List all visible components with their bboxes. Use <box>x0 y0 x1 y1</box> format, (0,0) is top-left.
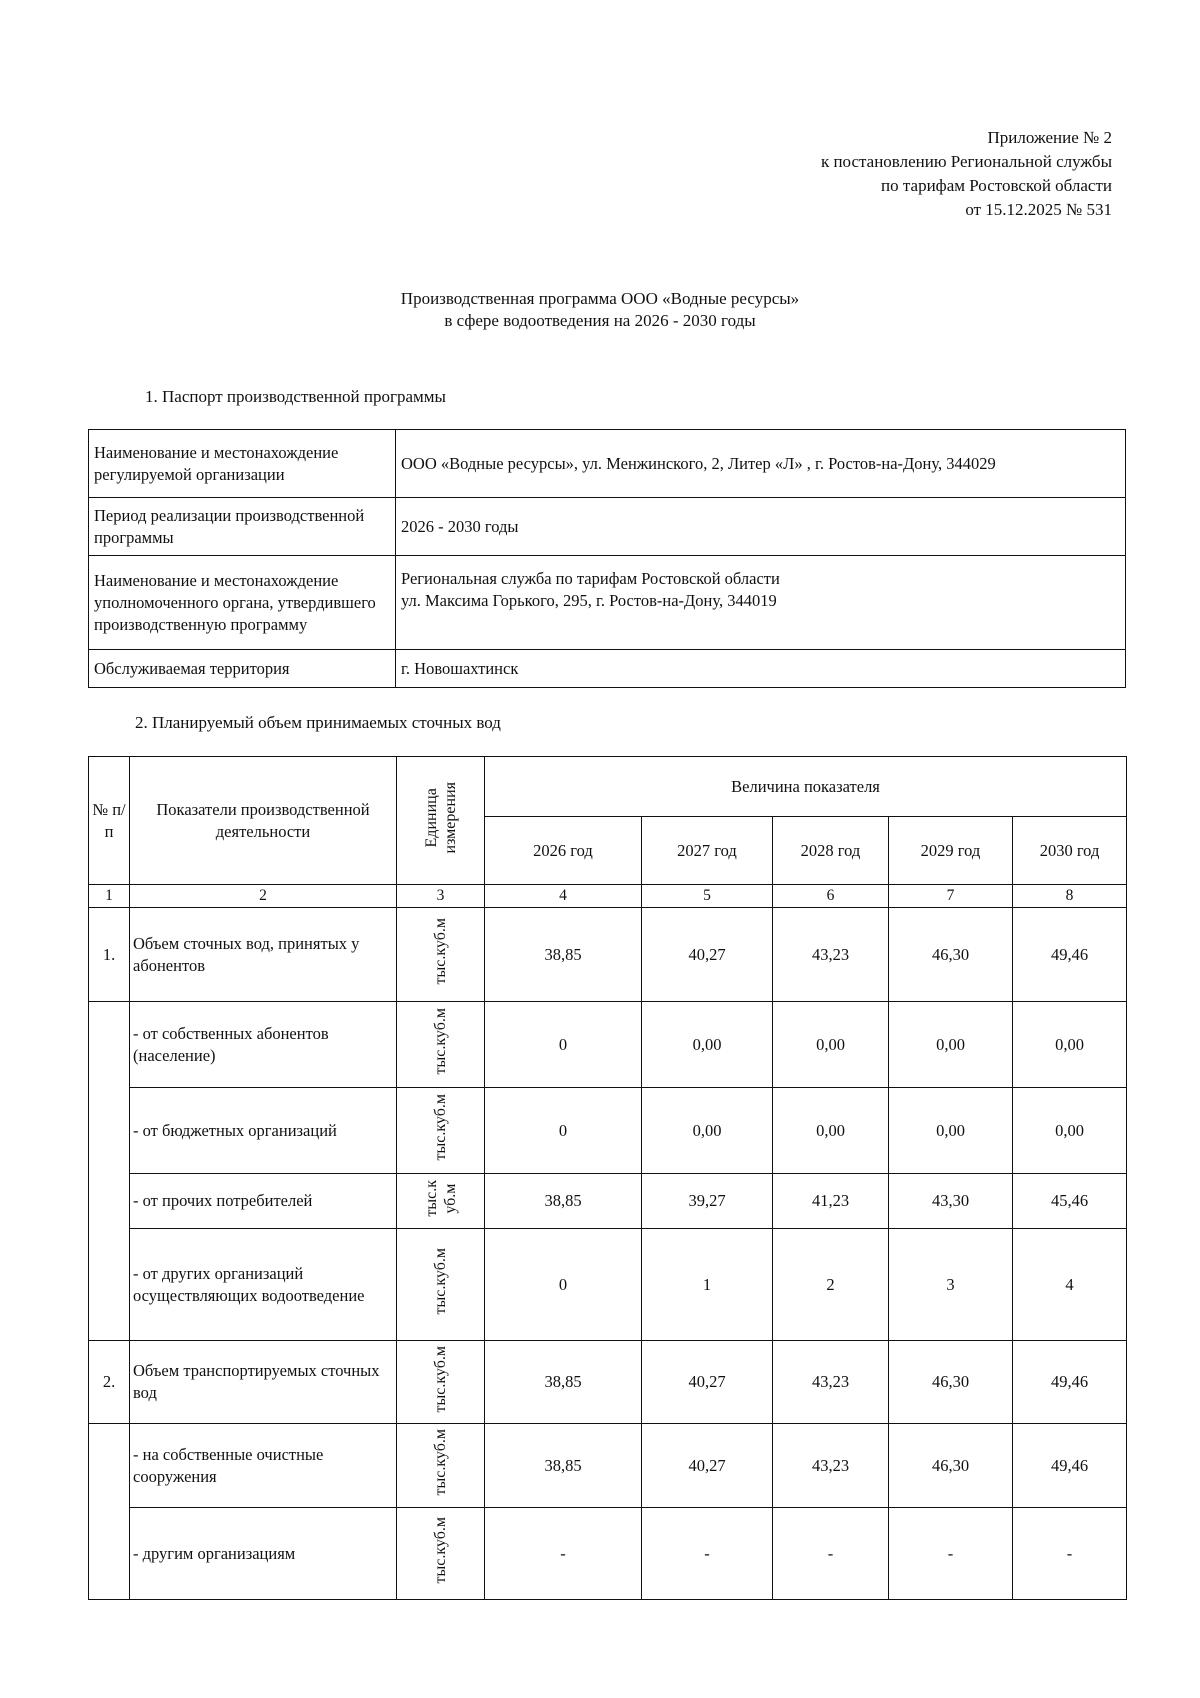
row-unit-line: уб.м <box>441 1182 459 1214</box>
row-number <box>89 1424 130 1600</box>
passport-row <box>89 650 1126 688</box>
passport-value <box>396 556 1126 650</box>
row-indicator: - от собственных абонентов (население) <box>130 1002 397 1088</box>
passport-row <box>89 556 1126 650</box>
row-unit <box>397 1229 485 1341</box>
table-row <box>89 1424 1127 1508</box>
row-unit-text: тыс.куб.м <box>432 1429 449 1496</box>
column-number: 3 <box>397 885 485 908</box>
section-1-heading: 1. Паспорт производственной программы <box>145 387 446 406</box>
row-value: 40,27 <box>642 908 773 1002</box>
row-value: 46,30 <box>889 1424 1013 1508</box>
col-header-year: 2029 год <box>889 817 1013 885</box>
row-value: - <box>889 1508 1013 1600</box>
passport-value: г. Новошахтинск <box>396 650 1126 688</box>
passport-value-line: ул. Максима Горького, 295, г. Ростов-на-Дону, 344019 <box>401 591 777 610</box>
table-row <box>89 908 1127 1002</box>
unit-header-line: Единица <box>422 787 440 848</box>
row-value: 43,23 <box>773 1341 889 1424</box>
row-unit <box>397 908 485 1002</box>
section-2-heading: 2. Планируемый объем принимаемых сточных вод <box>135 713 501 732</box>
row-number: 2. <box>89 1341 130 1424</box>
row-value: 38,85 <box>485 1424 642 1508</box>
row-value: 43,23 <box>773 1424 889 1508</box>
row-unit <box>397 1002 485 1088</box>
row-unit-text: тыс.куб.м <box>432 1517 449 1584</box>
row-indicator: - от прочих потребителей <box>130 1174 397 1229</box>
appendix-line: Приложение № 2 <box>987 128 1112 147</box>
row-value: 49,46 <box>1013 908 1127 1002</box>
passport-label: Наименование и местонахождение регулируемой организации <box>89 430 396 498</box>
row-unit-text: тыс.куб.м <box>432 918 449 985</box>
row-unit <box>397 1174 485 1229</box>
row-value: - <box>642 1508 773 1600</box>
row-number: 1. <box>89 908 130 1002</box>
row-value: 0,00 <box>642 1002 773 1088</box>
row-value: - <box>485 1508 642 1600</box>
passport-table <box>88 429 1126 688</box>
passport-row <box>89 498 1126 556</box>
col-header-indicator: Показатели производственной деятельности <box>130 757 397 885</box>
row-unit <box>397 1424 485 1508</box>
col-header-year: 2026 год <box>485 817 642 885</box>
row-indicator: - другим организациям <box>130 1508 397 1600</box>
row-unit <box>397 1341 485 1424</box>
row-value: 49,46 <box>1013 1424 1127 1508</box>
row-value: 40,27 <box>642 1341 773 1424</box>
row-value: 3 <box>889 1229 1013 1341</box>
row-value: 4 <box>1013 1229 1127 1341</box>
passport-value: 2026 - 2030 годы <box>396 498 1126 556</box>
row-value: 0 <box>485 1229 642 1341</box>
row-unit <box>397 1508 485 1600</box>
table-row <box>89 1508 1127 1600</box>
col-header-year: 2028 год <box>773 817 889 885</box>
row-value: 46,30 <box>889 1341 1013 1424</box>
passport-row <box>89 430 1126 498</box>
column-number: 2 <box>130 885 397 908</box>
row-value: 45,46 <box>1013 1174 1127 1229</box>
row-value: 1 <box>642 1229 773 1341</box>
row-value: 0,00 <box>773 1002 889 1088</box>
unit-header-text <box>422 782 460 853</box>
table-row <box>89 1229 1127 1341</box>
volume-table <box>88 756 1127 1600</box>
row-value: 41,23 <box>773 1174 889 1229</box>
row-value: 38,85 <box>485 1174 642 1229</box>
appendix-line: по тарифам Ростовской области <box>881 176 1112 195</box>
passport-label: Наименование и местонахождение уполномоченного органа, утвердившего производственную программу <box>89 556 396 650</box>
row-value: 0,00 <box>889 1088 1013 1174</box>
col-header-value-group: Величина показателя <box>485 757 1127 817</box>
row-unit-text: тыс.куб.м <box>432 1248 449 1315</box>
row-value: 0,00 <box>1013 1002 1127 1088</box>
row-value: 43,30 <box>889 1174 1013 1229</box>
table-row <box>89 1174 1127 1229</box>
column-number: 4 <box>485 885 642 908</box>
row-value: 38,85 <box>485 1341 642 1424</box>
row-value: 0,00 <box>642 1088 773 1174</box>
title-line-1: Производственная программа ООО «Водные ресурсы» <box>400 289 800 308</box>
row-indicator: - от бюджетных организаций <box>130 1088 397 1174</box>
row-indicator: - от других организаций осуществляющих водоотведение <box>130 1229 397 1341</box>
row-number <box>89 1002 130 1341</box>
passport-label: Период реализации производственной программы <box>89 498 396 556</box>
passport-value-line: Региональная служба по тарифам Ростовской области <box>401 569 780 588</box>
row-value: 0,00 <box>1013 1088 1127 1174</box>
passport-value: ООО «Водные ресурсы», ул. Менжинского, 2, Литер «Л» , г. Ростов-на-Дону, 344029 <box>396 430 1126 498</box>
appendix-line: к постановлению Региональной службы <box>820 152 1112 171</box>
header-row <box>89 757 1127 817</box>
column-number: 7 <box>889 885 1013 908</box>
row-value: 39,27 <box>642 1174 773 1229</box>
row-value: 0,00 <box>889 1002 1013 1088</box>
table-row <box>89 1341 1127 1424</box>
passport-label: Обслуживаемая территория <box>89 650 396 688</box>
row-value: 0,00 <box>773 1088 889 1174</box>
row-value: 0 <box>485 1002 642 1088</box>
row-unit-text: тыс.куб.м <box>432 1094 449 1161</box>
appendix-block <box>821 126 1112 222</box>
column-number: 8 <box>1013 885 1127 908</box>
col-header-num: № п/п <box>89 757 130 885</box>
col-header-year: 2030 год <box>1013 817 1127 885</box>
title-line-2: в сфере водоотведения на 2026 - 2030 годы <box>444 311 756 330</box>
row-unit-text <box>422 1180 460 1217</box>
column-number-row <box>89 885 1127 908</box>
row-indicator: Объем сточных вод, принятых у абонентов <box>130 908 397 1002</box>
row-unit-text: тыс.куб.м <box>432 1345 449 1413</box>
row-value: 40,27 <box>642 1424 773 1508</box>
column-number: 5 <box>642 885 773 908</box>
row-value: 46,30 <box>889 908 1013 1002</box>
row-value: 49,46 <box>1013 1341 1127 1424</box>
row-unit-text: тыс.куб.м <box>432 1008 449 1075</box>
row-indicator: - на собственные очистные сооружения <box>130 1424 397 1508</box>
column-number: 6 <box>773 885 889 908</box>
column-number: 1 <box>89 885 130 908</box>
unit-header-line: измерения <box>441 781 459 854</box>
row-indicator: Объем транспортируемых сточных вод <box>130 1341 397 1424</box>
col-header-unit <box>397 757 485 885</box>
row-value: 0 <box>485 1088 642 1174</box>
row-value: - <box>1013 1508 1127 1600</box>
row-value: 2 <box>773 1229 889 1341</box>
row-value: 43,23 <box>773 908 889 1002</box>
document-title <box>0 288 1200 332</box>
appendix-line: от 15.12.2025 № 531 <box>965 200 1112 219</box>
col-header-year: 2027 год <box>642 817 773 885</box>
table-row <box>89 1088 1127 1174</box>
row-unit-line: тыс.к <box>422 1179 440 1217</box>
row-value: 38,85 <box>485 908 642 1002</box>
row-unit <box>397 1088 485 1174</box>
table-row <box>89 1002 1127 1088</box>
row-value: - <box>773 1508 889 1600</box>
